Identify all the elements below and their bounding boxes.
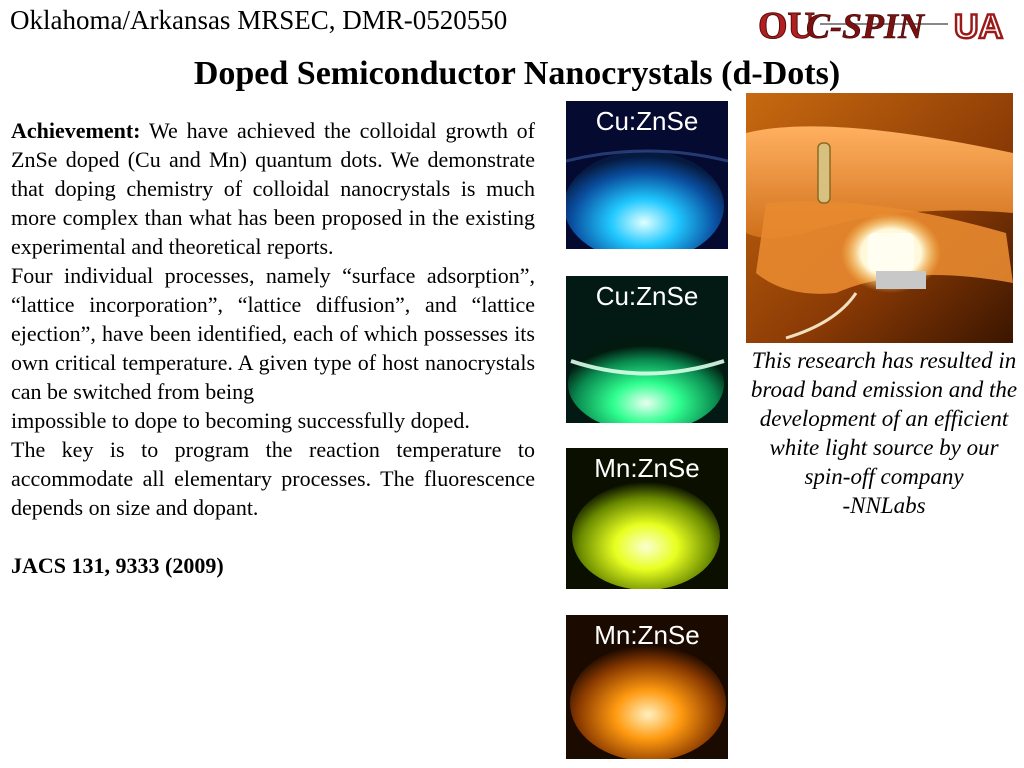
caption-text: This research has resulted in broad band emission and the development of an efficient white light source by our spin-off company	[750, 348, 1018, 489]
sample-label: Cu:ZnSe	[595, 281, 699, 311]
caption	[748, 346, 1020, 520]
header-affiliation: Oklahoma/Arkansas MRSEC, DMR-0520550	[10, 5, 508, 35]
body-text	[11, 116, 535, 580]
page-title: Doped Semiconductor Nanocrystals (d-Dots)	[193, 55, 841, 92]
sample-photo-mn-yellow	[566, 448, 728, 589]
sample-photo-cu-blue	[566, 101, 728, 249]
achievement-label: Achievement:	[11, 118, 141, 143]
journal-reference: JACS 131, 9333 (2009)	[11, 553, 224, 578]
svg-text:OU: OU	[758, 5, 815, 46]
achievement-paragraph	[11, 116, 535, 261]
sample-label: Mn:ZnSe	[594, 620, 700, 650]
achievement-text: We have achieved the colloidal growth of ZnSe doped (Cu and Mn) quantum dots. We demonstrate that doping chemistry of colloidal nanocrystals is much more complex than what has been proposed in the existing experimental and theoretical reports.	[11, 118, 535, 259]
sample-photo-cu-green	[566, 276, 728, 423]
processes-text: Four individual processes, namely “surface adsorption”, “lattice incorporation”, “lattice diffusion”, and “lattice ejection”, have been identified, each of which possesses its own critical temperature. A given type of host nanocrystals can be switched from being	[11, 263, 535, 404]
sample-photo-mn-orange	[566, 615, 728, 759]
white-light-led-photo	[746, 93, 1013, 343]
cspin-logo	[758, 4, 1022, 46]
key-paragraph: The key is to program the reaction temperature to accommodate all elementary processes. The fluorescence depends on size and dopant.	[11, 437, 535, 520]
processes-text-continued: impossible to dope to becoming successfully doped.	[11, 408, 470, 433]
svg-text:C-SPIN: C-SPIN	[806, 6, 925, 46]
svg-text:UA: UA	[954, 8, 1004, 46]
sample-label: Cu:ZnSe	[595, 106, 699, 136]
caption-signature: -NNLabs	[842, 493, 926, 518]
sample-label: Mn:ZnSe	[594, 453, 700, 483]
processes-paragraph	[11, 261, 535, 435]
